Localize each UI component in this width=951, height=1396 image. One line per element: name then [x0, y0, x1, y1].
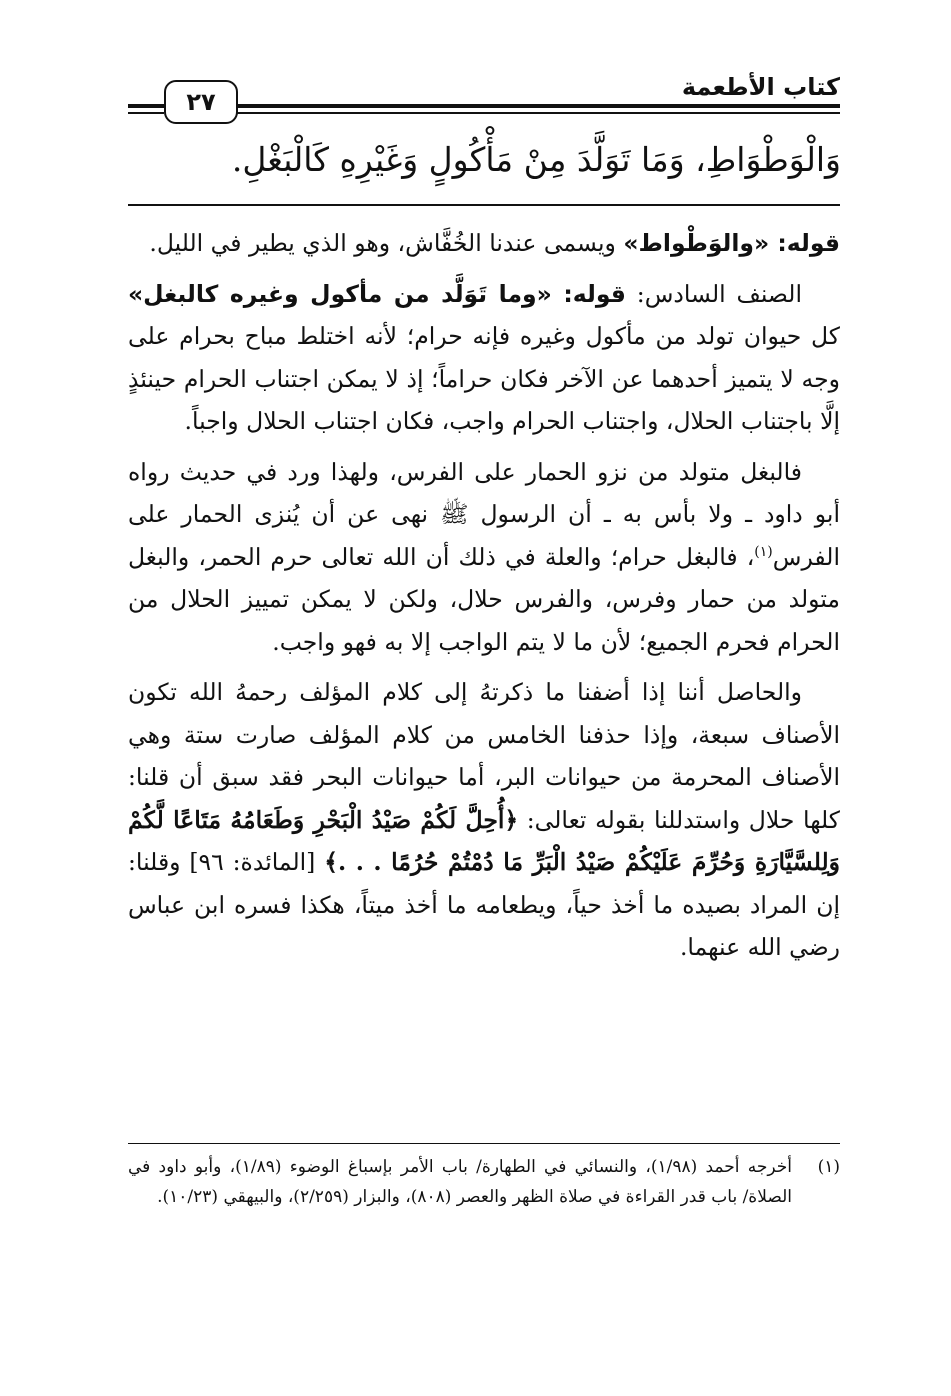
matn-text: وَالْوَطْوَاطِ، وَمَا تَوَلَّدَ مِنْ مَأْكُولٍ وَغَيْرِهِ كَالْبَغْلِ.: [231, 140, 841, 179]
matn-separator: [128, 204, 840, 206]
paragraph-text: [المائدة: ٩٦] وقلنا: إن المراد بصيده ما أخذ حياً، ويطعامه ما أخذ ميتاً، هكذا فسره ابن عباس رضي الله عنهما.: [128, 848, 840, 961]
header-rule-thick: [236, 104, 840, 108]
paragraph-lead: الصنف السادس:: [625, 279, 802, 308]
paragraph-3: [128, 451, 840, 664]
quran-verse: ﴿أُحِلَّ لَكُمْ صَيْدُ الْبَحْرِ وَطَعَامُهُ مَتَاعًا لَّكُمْ وَلِلسَّيَّارَةِ وَحُرِّمَ عَلَيْكُمْ صَيْدُ الْبَرِّ مَا دُمْتُمْ حُرُمًا . . .﴾: [128, 805, 840, 876]
footnote-ref[interactable]: (١): [754, 543, 773, 560]
commentary: [128, 222, 840, 977]
paragraph-1: [128, 222, 840, 265]
paragraph-text: ، فالبغل حرام؛ والعلة في ذلك أن الله تعالى حرم الحمر، والبغل متولد من حمار وفرس، والفرس حلال، ولكن لا يمكن تمييز الحلال من الحرام فحرم الجميع؛ لأن ما لا يتم الواجب إلا به فهو واجب.: [128, 542, 840, 656]
paragraph-text: فالبغل متولد من نزو الحمار على الفرس، ولهذا ورد في حديث رواه أبو داود ـ ولا بأس به ـ أن الرسول ﷺ نهى عن أن يُنزى الحمار على الفرس: [128, 457, 840, 571]
paragraph-text: كل حيوان تولد من مأكول وغيره فإنه حرام؛ لأنه اختلط مباح بحرام على وجه لا يتميز أحدهما عن الآخر فكان حراماً؛ إذ لا يمكن اجتناب الحرام حينئذٍ إلَّا باجتناب الحلال، واجتناب الحرام واجب، فكان اجتناب الحلال واجباً.: [128, 322, 840, 435]
page-number: ٢٧: [164, 80, 238, 124]
footnote-rule: [128, 1143, 840, 1144]
paragraph-2: [128, 273, 840, 443]
header-rule-thin: [236, 112, 840, 114]
footnote-number: (١): [817, 1157, 840, 1177]
chapter-title: كتاب الأطعمة: [681, 73, 840, 101]
footnote-text: أخرجه أحمد (١/٩٨)، والنسائي في الطهارة/ باب الأمر بإسباغ الوضوء (١/٨٩)، وأبو داود في الصلاة/ باب قدر القراءة في صلاة الظهر والعصر (٨٠٨)، والبزار (٢/٢٥٩)، والبيهقي (١٠/٢٣).: [128, 1157, 792, 1207]
paragraph-text: والحاصل أننا إذا أضفنا ما ذكرتهُ إلى كلام المؤلف رحمهُ الله تكون الأصناف سبعة، وإذا حذفنا الخامس من كلام المؤلف صارت ستة وهي الأصناف المحرمة من حيوانات البر، أما حيوانات البحر فقد سبق أن قلنا: كلها حلال واستدللنا بقوله تعالى:: [128, 678, 840, 834]
running-header: [128, 70, 840, 130]
paragraph-text: ويسمى عندنا الخُفَّاش، وهو الذي يطير في الليل.: [149, 229, 624, 257]
paragraph-4: [128, 671, 840, 969]
keyword-label: قوله: «وما تَوَلَّد من مأكول وغيره كالبغل»: [128, 279, 626, 308]
header-rule-left-thin: [128, 112, 164, 114]
header-rule-left-thick: [128, 104, 164, 108]
footnote: [128, 1152, 840, 1212]
keyword-label: قوله: «والوَطْواط»: [623, 229, 840, 257]
